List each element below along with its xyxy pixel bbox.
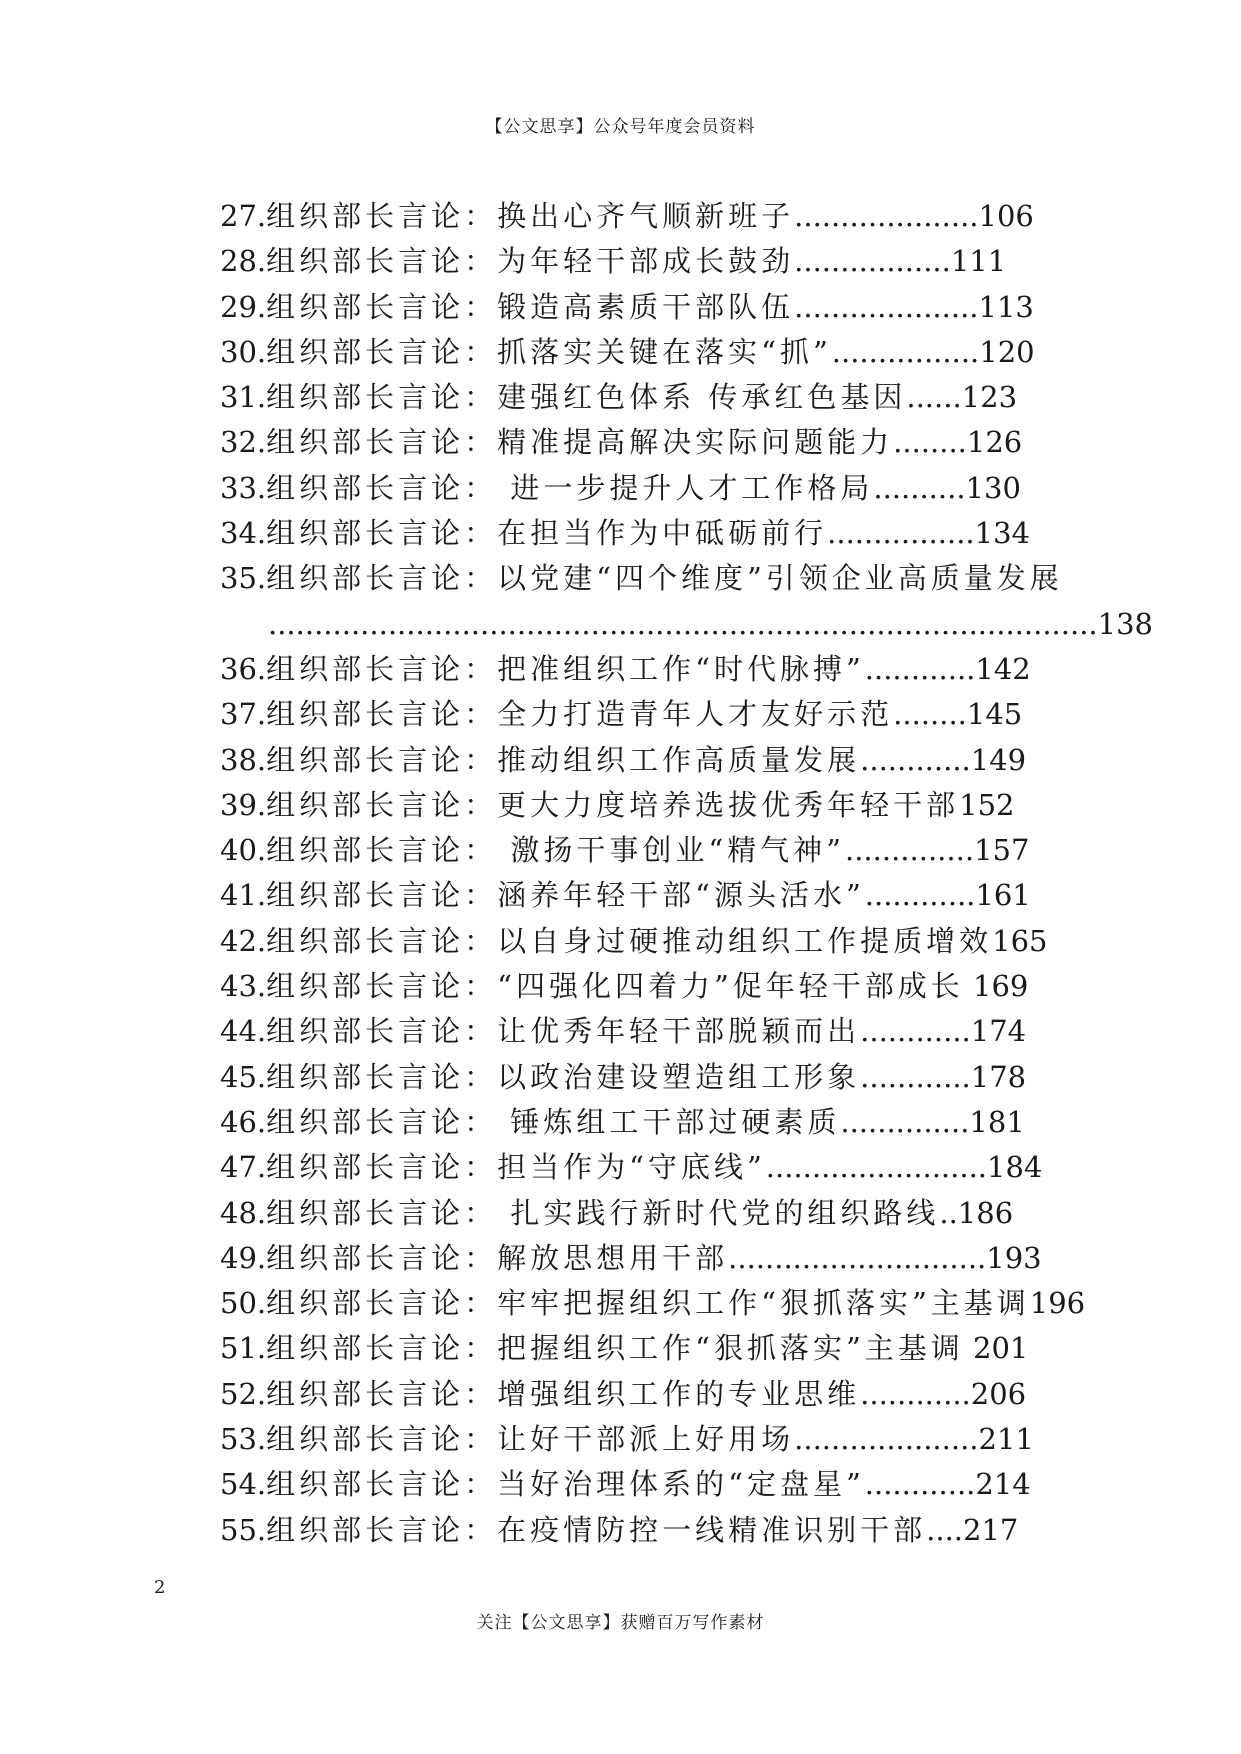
toc-entry-leader: ............ — [860, 1376, 971, 1411]
toc-entry-leader: ................ — [831, 334, 980, 369]
toc-entry-number: 39. — [220, 787, 267, 822]
toc-entry — [220, 556, 1120, 601]
toc-entry — [220, 783, 1120, 828]
toc-entry-page: 157 — [974, 833, 1030, 868]
toc-entry-page: 178 — [970, 1059, 1027, 1094]
toc-entry-leader — [964, 1331, 973, 1365]
toc-entry-continuation — [220, 602, 1154, 647]
toc-entry-page: 201 — [973, 1331, 1029, 1366]
toc-entry-leader: ............ — [864, 1467, 976, 1502]
toc-entry-page: 126 — [966, 425, 1023, 460]
toc-entry-leader: .............. — [845, 833, 975, 868]
toc-entry — [220, 1009, 1120, 1054]
toc-entry-title: 组织部长言论：担当作为“守底线” — [266, 1150, 766, 1185]
page-number: 2 — [154, 1577, 166, 1598]
toc-entry-title: 组织部长言论：涵养年轻干部“源头活水” — [266, 878, 865, 913]
toc-entry-number: 46. — [220, 1104, 267, 1139]
toc-entry-number: 38. — [220, 742, 267, 777]
toc-entry-page: 211 — [978, 1422, 1034, 1457]
toc-entry-leader: ............ — [864, 878, 976, 913]
toc-entry-page: 145 — [966, 697, 1023, 732]
toc-entry-leader: ........................ — [765, 1150, 988, 1185]
toc-entry-title: 组织部长言论：推动组织工作高质量发展 — [266, 742, 861, 777]
toc-entry — [220, 964, 1120, 1009]
toc-entry-title: 组织部长言论：精准提高解决实际问题能力 — [266, 425, 894, 460]
toc-entry — [220, 647, 1120, 692]
toc-entry-title: 组织部长言论： 锤炼组工干部过硬素质 — [266, 1104, 841, 1139]
toc-entry-page: 111 — [950, 244, 1007, 279]
toc-entry-title: 组织部长言论：让优秀年轻干部脱颖而出 — [266, 1014, 861, 1049]
toc-entry-page: 161 — [975, 878, 1031, 913]
toc-entry — [220, 1191, 1120, 1236]
toc-entry — [220, 873, 1120, 918]
toc-entry-title: 组织部长言论：更大力度培养选拔优秀年轻干部 — [266, 787, 960, 822]
toc-entry-leader: .......... — [873, 470, 966, 505]
toc-entry-leader: .................... — [794, 199, 979, 233]
toc-entry-number: 36. — [220, 651, 267, 686]
toc-entry-title: 组织部长言论：解放思想用干部 — [266, 1240, 729, 1275]
toc-entry-page: 184 — [987, 1150, 1043, 1185]
toc-entry-leader: .. — [939, 1195, 958, 1230]
toc-entry — [220, 1236, 1120, 1281]
page-footer: 关注【公文思享】获赠百万写作素材 — [476, 1613, 765, 1633]
toc-entry-leader: .......................................................................................... — [268, 606, 1098, 641]
toc-entry-page: 206 — [970, 1376, 1027, 1411]
toc-entry-title: 组织部长言论：以政治建设塑造组工形象 — [266, 1059, 861, 1094]
toc-entry-title: 组织部长言论：换出心齐气顺新班子 — [266, 199, 795, 233]
toc-entry-page: 142 — [975, 651, 1031, 686]
toc-entry-number: 37. — [220, 697, 267, 732]
toc-entry-leader: ............ — [860, 1059, 971, 1094]
toc-entry-page: 217 — [963, 1512, 1019, 1547]
toc-entry — [220, 194, 1120, 239]
toc-entry-title: 组织部长言论：全力打造青年人才友好示范 — [266, 697, 894, 732]
toc-entry-leader: ...... — [906, 380, 962, 415]
toc-entry-title: 组织部长言论：以党建“四个维度”引领企业高质量发展 — [266, 561, 1063, 596]
toc-entry-title: 组织部长言论： 扎实践行新时代党的组织路线 — [266, 1195, 940, 1230]
toc-entry-number: 42. — [220, 923, 267, 958]
toc-entry-page: 214 — [975, 1467, 1031, 1502]
toc-entry — [220, 1055, 1120, 1100]
toc-entry-page: 152 — [959, 787, 1015, 822]
toc-entry-number: 41. — [220, 878, 267, 913]
toc-entry-page: 138 — [1097, 606, 1154, 641]
toc-entry-number: 35. — [220, 561, 267, 596]
toc-entry-page: 186 — [957, 1195, 1014, 1230]
toc-entry-title: 组织部长言论： 激扬干事创业“精气神” — [266, 833, 845, 868]
toc-entry-page: 130 — [965, 470, 1021, 505]
toc-entry-leader: ........ — [893, 425, 967, 460]
toc-entry-title: 组织部长言论：在疫情防控一线精准识别干部 — [266, 1512, 927, 1547]
toc-entry — [220, 330, 1120, 375]
toc-entry-number: 49. — [220, 1240, 267, 1275]
toc-entry — [220, 738, 1120, 783]
toc-entry-page: 123 — [961, 380, 1018, 415]
toc-entry-leader: ............................ — [728, 1240, 987, 1275]
toc-entry-page: 134 — [974, 516, 1030, 551]
toc-entry-title: 组织部长言论：锻造高素质干部队伍 — [266, 289, 795, 324]
toc-entry-leader: ............ — [860, 742, 971, 777]
toc-entry — [220, 1462, 1120, 1507]
toc-entry-page: 106 — [978, 199, 1034, 233]
toc-entry-leader: .... — [926, 1512, 964, 1547]
table-of-contents — [220, 194, 1154, 1553]
toc-entry-title: 组织部长言论：把准组织工作“时代脉搏” — [266, 651, 865, 686]
toc-entry-title: 组织部长言论：牢牢把握组织工作“狠抓落实”主基调 — [266, 1286, 1030, 1321]
page-header: 【公文思享】公众号年度会员资料 — [485, 117, 756, 137]
toc-entry-page: 169 — [973, 969, 1029, 1004]
toc-entry-page: 149 — [970, 742, 1027, 777]
toc-entry-title: 组织部长言论：为年轻干部成长鼓劲 — [266, 244, 795, 279]
toc-entry-title: 组织部长言论：增强组织工作的专业思维 — [266, 1376, 861, 1411]
toc-entry-number: 27. — [220, 199, 267, 233]
toc-entry-number: 30. — [220, 334, 267, 369]
toc-entry-number: 33. — [220, 470, 267, 505]
toc-entry-title: 组织部长言论：抓落实关键在落实“抓” — [266, 334, 832, 369]
toc-entry — [220, 1326, 1120, 1371]
toc-entry-page: 165 — [992, 923, 1048, 958]
toc-entry-page: 181 — [969, 1104, 1025, 1139]
toc-entry — [220, 285, 1120, 330]
toc-entry-page: 120 — [979, 334, 1035, 369]
toc-entry-number: 31. — [220, 380, 267, 415]
toc-entry-leader: ................ — [827, 516, 975, 551]
toc-entry-page: 193 — [986, 1240, 1042, 1275]
toc-entry-number: 53. — [220, 1422, 267, 1457]
toc-entry — [220, 1372, 1120, 1417]
toc-entry-number: 32. — [220, 425, 267, 460]
toc-entry-title: 组织部长言论：以自身过硬推动组织工作提质增效 — [266, 923, 993, 958]
toc-entry-leader: ............ — [864, 651, 976, 686]
toc-entry-number: 34. — [220, 516, 267, 551]
toc-entry-number: 44. — [220, 1014, 267, 1049]
toc-entry — [220, 828, 1120, 873]
toc-entry-number: 50. — [220, 1286, 267, 1321]
toc-entry-title: 组织部长言论：当好治理体系的“定盘星” — [266, 1467, 865, 1502]
toc-entry — [220, 466, 1120, 511]
toc-entry — [220, 1145, 1120, 1190]
toc-entry — [220, 511, 1120, 556]
toc-entry-number: 54. — [220, 1467, 267, 1502]
toc-entry-number: 45. — [220, 1059, 267, 1094]
toc-entry-page: 174 — [970, 1014, 1027, 1049]
toc-entry-page: 196 — [1029, 1286, 1086, 1321]
toc-entry-number: 43. — [220, 969, 267, 1004]
toc-entry-title: 组织部长言论：建强红色体系 传承红色基因 — [266, 380, 907, 415]
toc-entry — [220, 919, 1120, 964]
toc-entry-title: 组织部长言论：让好干部派上好用场 — [266, 1422, 795, 1457]
toc-entry — [220, 1508, 1120, 1553]
toc-entry-number: 48. — [220, 1195, 267, 1230]
toc-entry-leader: .................... — [794, 1422, 979, 1457]
toc-entry-leader: .............. — [840, 1104, 970, 1139]
toc-entry-leader: ............ — [860, 1014, 971, 1049]
toc-entry-number: 29. — [220, 289, 267, 324]
toc-entry-number: 47. — [220, 1150, 267, 1185]
toc-entry — [220, 239, 1120, 284]
toc-entry-title: 组织部长言论： 进一步提升人才工作格局 — [266, 470, 874, 505]
toc-entry-number: 40. — [220, 833, 267, 868]
toc-entry — [220, 1100, 1120, 1145]
toc-entry-title: 组织部长言论：“四强化四着力”促年轻干部成长 — [266, 969, 964, 1004]
toc-entry — [220, 420, 1120, 465]
toc-entry-number: 28. — [220, 244, 267, 279]
toc-entry — [220, 692, 1120, 737]
toc-entry-leader — [964, 969, 973, 1003]
toc-entry-leader: ................. — [794, 244, 951, 279]
toc-entry-number: 55. — [220, 1512, 267, 1547]
toc-entry-page: 113 — [978, 289, 1034, 324]
toc-entry — [220, 1417, 1120, 1462]
toc-entry-number: 52. — [220, 1376, 267, 1411]
toc-entry — [220, 1281, 1120, 1326]
toc-entry-title: 组织部长言论：在担当作为中砥砺前行 — [266, 516, 828, 551]
toc-entry-leader: ........ — [893, 697, 967, 732]
toc-entry-number: 51. — [220, 1331, 267, 1366]
toc-entry-title: 组织部长言论：把握组织工作“狠抓落实”主基调 — [266, 1331, 964, 1366]
toc-entry — [220, 375, 1120, 420]
toc-entry-leader: .................... — [794, 289, 979, 324]
